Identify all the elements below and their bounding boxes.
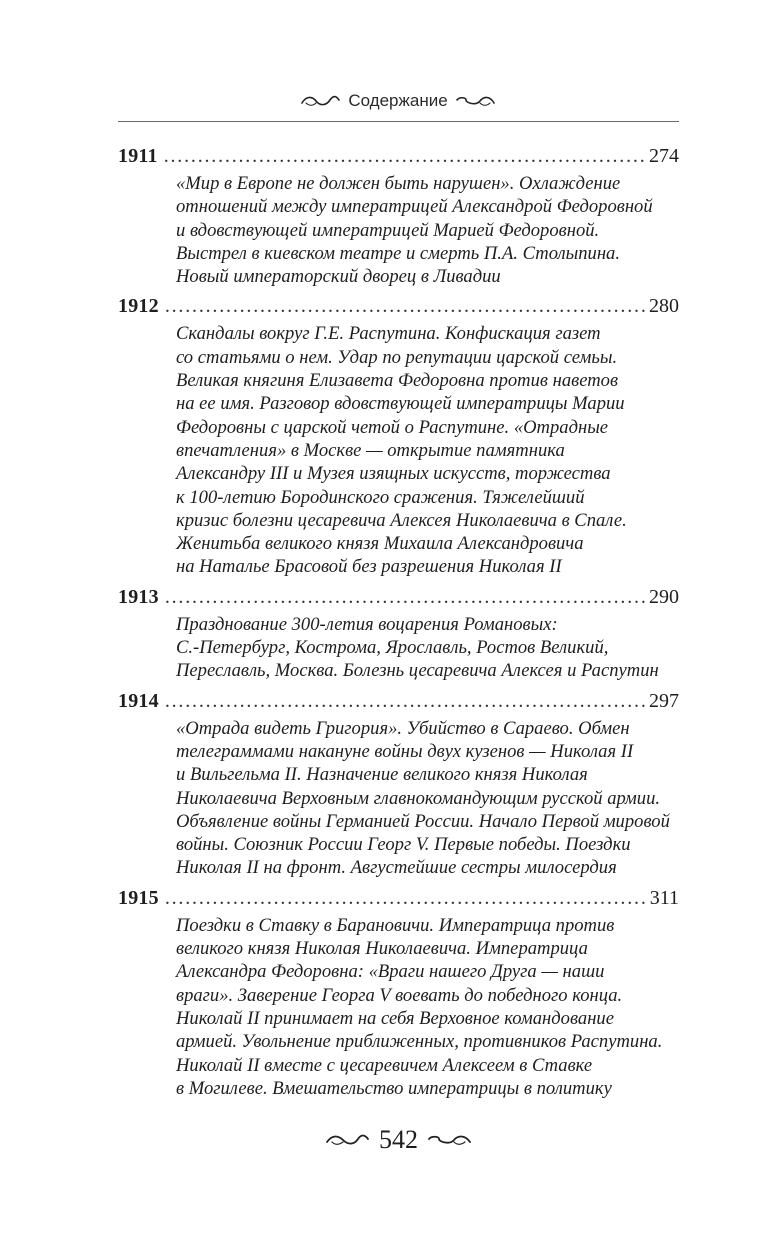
dot-leader [164, 140, 647, 172]
description-line: Федоровны с царской четой о Распутине. «Отрадные [176, 416, 609, 438]
description-line: на Наталье Брасовой без разрешения Николая II [176, 556, 562, 578]
toc-entry-heading [118, 882, 679, 914]
left-swash-ornament-icon [300, 94, 340, 108]
description-line: Переславль, Москва. Болезнь цесаревича Алексея и Распутин [176, 660, 659, 682]
running-header-title: Содержание [348, 91, 448, 110]
toc-entry [118, 882, 679, 1100]
toc-entry-page-number: 290 [649, 585, 679, 608]
toc-entry [118, 581, 679, 683]
toc-entry-description [176, 717, 679, 880]
toc-entry-heading [118, 581, 679, 613]
toc-entry-description [176, 914, 679, 1100]
description-line: Новый императорский дворец в Ливадии [176, 266, 501, 288]
dot-leader [165, 581, 647, 613]
toc-entry-heading [118, 685, 679, 717]
toc-entry-heading [118, 140, 679, 172]
description-line: Николай II принимает на себя Верховное командование [176, 1007, 614, 1029]
toc-entry-heading [118, 290, 679, 322]
dot-leader [165, 685, 647, 717]
description-line: Николаевича Верховным главнокомандующим русской армии. [176, 787, 661, 809]
description-line: Николай II вместе с цесаревичем Алексеем в Ставке [176, 1054, 593, 1076]
description-line: Скандалы вокруг Г.Е. Распутина. Конфискация газет [176, 323, 601, 345]
description-line: Объявление войны Германией России. Начало Первой мировой [176, 810, 670, 832]
description-line: армией. Увольнение приближенных, противников Распутина. [176, 1031, 663, 1053]
description-line: со статьями о нем. Удар по репутации царской семьы. [176, 346, 618, 368]
toc-entry-year: 1912 [118, 295, 159, 318]
toc-entry-description [176, 172, 679, 288]
toc-entry-year: 1911 [118, 145, 158, 167]
toc-entry [118, 685, 679, 880]
dot-leader [165, 882, 648, 914]
running-header [118, 88, 678, 114]
right-folio-ornament-icon [428, 1133, 472, 1147]
description-line: Женитьба великого князя Михаила Александровича [176, 533, 584, 555]
page-number: 542 [379, 1125, 418, 1154]
description-line: Поездки в Ставку в Барановичи. Императрица против [176, 914, 615, 936]
toc-entry-page-number: 280 [649, 295, 679, 318]
description-line: к 100-летию Бородинского сражения. Тяжелейший [176, 486, 585, 508]
toc-entry-description [176, 322, 679, 578]
toc-entry-year: 1913 [118, 585, 159, 608]
toc-entry-page-number: 311 [649, 886, 679, 909]
description-line: Великая княгиня Елизавета Федоровна против наветов [176, 370, 619, 392]
description-line: Празднование 300-летия воцарения Романовых: [176, 613, 558, 635]
toc-entry-description [176, 613, 679, 683]
description-line: впечатления» в Москве — открытие памятника [176, 439, 565, 461]
description-line: Николая II на фронт. Августейшие сестры милосердия [176, 857, 617, 879]
description-line: Выстрел в киевском театре и смерть П.А. Столыпина. [176, 242, 620, 264]
description-line: Александру III и Музея изящных искусств, торжества [176, 463, 611, 485]
description-line: Александра Федоровна: «Враги нашего Друга — наши [176, 961, 605, 983]
table-of-contents [118, 140, 679, 1102]
header-rule [118, 121, 679, 122]
description-line: отношений между императрицей Александрой Федоровной [176, 196, 653, 218]
description-line: и Вильгельма II. Назначение великого князя Николая [176, 764, 588, 786]
toc-entry [118, 140, 679, 288]
description-line: на ее имя. Разговор вдовствующей императрицы Марии [176, 393, 625, 415]
toc-entry-page-number: 274 [649, 145, 679, 167]
toc-entry-page-number: 297 [649, 689, 679, 712]
toc-entry-year: 1915 [118, 886, 159, 909]
description-line: «Мир в Европе не должен быть нарушен». Охлаждение [176, 173, 621, 194]
description-line: войны. Союзник России Георг V. Первые победы. Поездки [176, 834, 631, 856]
toc-entry-year: 1914 [118, 689, 159, 712]
page-folio [118, 1122, 679, 1158]
description-line: великого князя Николая Николаевича. Императрица [176, 938, 588, 960]
description-line: «Отрада видеть Григория». Убийство в Сараево. Обмен [176, 717, 630, 739]
description-line: враги». Заверение Георга V воевать до победного конца. [176, 984, 623, 1006]
description-line: и вдовствующей императрицей Марией Федоровной. [176, 219, 600, 241]
right-swash-ornament-icon [456, 94, 496, 108]
description-line: С.-Петербург, Кострома, Ярославль, Ростов Великий, [176, 637, 609, 659]
toc-entry [118, 290, 679, 578]
description-line: кризис болезни цесаревича Алексея Николаевича в Спале. [176, 509, 627, 531]
left-folio-ornament-icon [325, 1133, 369, 1147]
dot-leader [165, 290, 647, 322]
description-line: в Могилеве. Вмешательство императрицы в политику [176, 1077, 612, 1099]
description-line: телеграммами накануне войны двух кузенов — Николая II [176, 740, 634, 762]
